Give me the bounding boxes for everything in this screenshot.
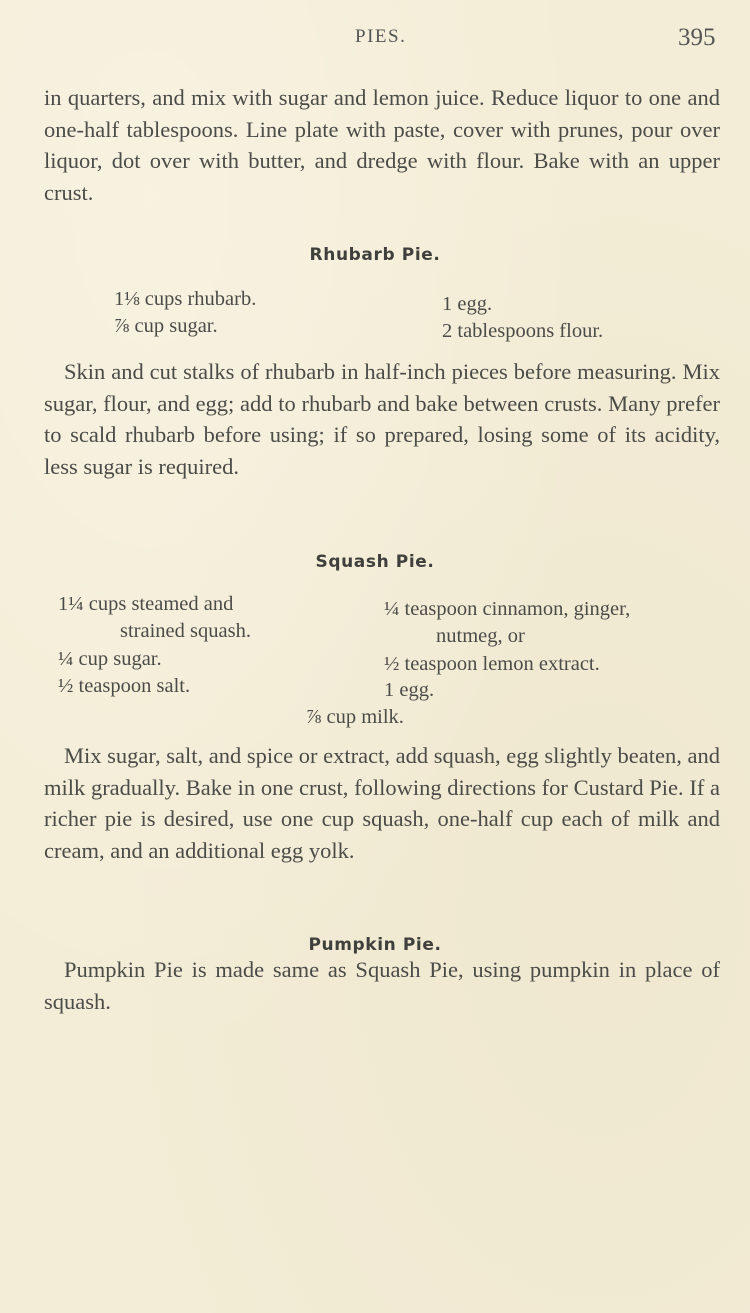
continuation-paragraph: in quarters, and mix with sugar and lemon juice. Reduce liquor to one and one-half tablespoons. Line plate with paste, cover with prunes, pour over liquor, dot over with butter, and dredge with flour. Bake with an upper crust. bbox=[44, 85, 720, 205]
ingredient-item: ¼ cup sugar. bbox=[58, 648, 162, 670]
squash-pie-title: Squash Pie. bbox=[315, 552, 435, 572]
ingredient-item: ½ teaspoon lemon extract. bbox=[384, 653, 600, 675]
running-head bbox=[0, 24, 750, 54]
rhubarb-directions: Skin and cut stalks of rhubarb in half-inch pieces before measuring. Mix sugar, flour, and egg; add to rhubarb and bake between crusts. Many prefer to scald rhubarb before using; if so prepared, losing some of its acidity, less sugar is required. bbox=[44, 359, 720, 479]
ingredient-item: nutmeg, or bbox=[436, 625, 525, 647]
ingredient-item: 1 egg. bbox=[442, 293, 493, 315]
ingredient-item: 1 egg. bbox=[384, 679, 435, 701]
ingredient-item: 1¼ cups steamed and bbox=[58, 593, 234, 615]
ingredient-item: 2 tablespoons flour. bbox=[442, 320, 604, 342]
running-title: PIES. bbox=[355, 26, 407, 47]
pumpkin-pie-title: Pumpkin Pie. bbox=[308, 935, 442, 955]
ingredient-item: ¼ teaspoon cinnamon, ginger, bbox=[384, 598, 631, 620]
squash-directions: Mix sugar, salt, and spice or extract, add squash, egg slightly beaten, and milk gradually. Bake in one crust, following directions for Custard Pie. If a richer pie is desired, use one cup squash, one-half cup each of milk and cream, and an additional egg yolk. bbox=[44, 743, 720, 863]
pumpkin-directions: Pumpkin Pie is made same as Squash Pie, using pumpkin in place of squash. bbox=[44, 957, 720, 1014]
ingredient-item: ½ teaspoon salt. bbox=[58, 675, 191, 697]
ingredient-item: strained squash. bbox=[120, 620, 251, 642]
ingredient-item: 1⅛ cups rhubarb. bbox=[114, 288, 257, 310]
ingredient-item: ⅞ cup sugar. bbox=[114, 315, 218, 337]
page-number: 395 bbox=[678, 24, 716, 51]
ingredient-item: ⅞ cup milk. bbox=[306, 706, 404, 728]
rhubarb-pie-title: Rhubarb Pie. bbox=[309, 245, 441, 265]
